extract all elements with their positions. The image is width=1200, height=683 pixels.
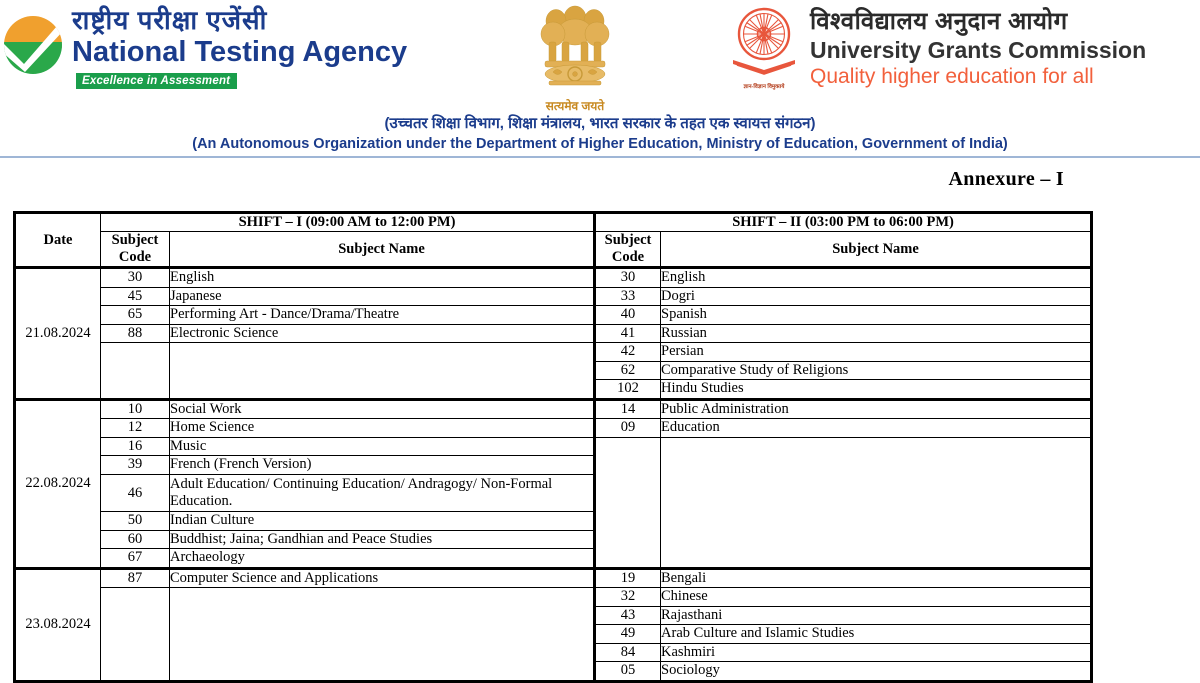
subject-code-shift1: 50 [101, 512, 170, 531]
subject-name-shift1: Buddhist; Jaina; Gandhian and Peace Studies [170, 530, 595, 549]
empty-cell [170, 343, 595, 400]
subject-name-shift2: Arab Culture and Islamic Studies [661, 625, 1092, 644]
table-row [15, 324, 1092, 343]
subject-name-shift1: Archaeology [170, 549, 595, 569]
subject-code-shift2: 05 [595, 662, 661, 682]
subject-name-shift1: Indian Culture [170, 512, 595, 531]
table-head [15, 213, 1092, 268]
subject-name-shift1: Adult Education/ Continuing Education/ Andragogy/ Non-Formal Education. [170, 474, 595, 512]
subject-code-shift2: 62 [595, 361, 661, 380]
table-row [15, 268, 1092, 288]
subject-code-shift2: 42 [595, 343, 661, 362]
subject-code-shift1: 10 [101, 399, 170, 419]
column-header-subject-name-shift1: Subject Name [170, 232, 595, 268]
subject-name-shift1: Japanese [170, 287, 595, 306]
nta-english-name: National Testing Agency [72, 35, 408, 68]
annexure-title: Annexure – I [948, 168, 1064, 190]
subject-code-shift2: 14 [595, 399, 661, 419]
exam-date: 22.08.2024 [15, 399, 101, 568]
ashoka-pillar-emblem [529, 2, 621, 98]
subject-code-shift1: 39 [101, 456, 170, 475]
nta-circle-checkmark-logo [2, 14, 64, 76]
table-body [15, 268, 1092, 682]
empty-cell [170, 588, 595, 682]
column-header-shift-2: SHIFT – II (03:00 PM to 06:00 PM) [595, 213, 1092, 232]
subject-code-shift2: 41 [595, 324, 661, 343]
column-header-subject-code-shift1: Subject Code [101, 232, 170, 268]
empty-cell [101, 343, 170, 400]
subject-code-shift2: 49 [595, 625, 661, 644]
table-header-column-row [15, 232, 1092, 268]
subject-name-shift1: Music [170, 437, 595, 456]
ashoka-chakra-wheel-book-logo [725, 4, 803, 90]
empty-cell [661, 437, 1092, 568]
table-row [15, 568, 1092, 588]
subject-name-shift1: Home Science [170, 419, 595, 438]
subject-code-shift1: 60 [101, 530, 170, 549]
column-header-shift-1: SHIFT – I (09:00 AM to 12:00 PM) [101, 213, 595, 232]
subject-name-shift2: Sociology [661, 662, 1092, 682]
exam-date: 21.08.2024 [15, 268, 101, 400]
organization-subtitle-english: (An Autonomous Organization under the Department of Higher Education, Ministry of Education, Government of India) [192, 135, 1008, 152]
subject-name-shift2: Bengali [661, 568, 1092, 588]
subject-name-shift2: Public Administration [661, 399, 1092, 419]
subject-name-shift2: Education [661, 419, 1092, 438]
subject-name-shift2: Persian [661, 343, 1092, 362]
subject-name-shift2: English [661, 268, 1092, 288]
subject-code-shift2: 09 [595, 419, 661, 438]
subject-code-shift1: 30 [101, 268, 170, 288]
subject-code-shift1: 88 [101, 324, 170, 343]
table-header-shift-row [15, 213, 1092, 232]
subject-name-shift2: Hindu Studies [661, 380, 1092, 400]
subject-code-shift2: 40 [595, 306, 661, 325]
subject-code-shift1: 87 [101, 568, 170, 588]
subject-name-shift2: Rajasthani [661, 606, 1092, 625]
ugc-slogan: Quality higher education for all [810, 65, 1094, 89]
subject-code-shift1: 45 [101, 287, 170, 306]
subject-name-shift2: Russian [661, 324, 1092, 343]
subject-name-shift1: Electronic Science [170, 324, 595, 343]
subject-code-shift2: 43 [595, 606, 661, 625]
subject-code-shift1: 12 [101, 419, 170, 438]
exam-schedule-table [13, 211, 1093, 683]
subject-name-shift2: Chinese [661, 588, 1092, 607]
nta-branding [2, 6, 407, 89]
national-emblem-block [500, 2, 650, 114]
subject-name-shift2: Comparative Study of Religions [661, 361, 1092, 380]
subject-code-shift1: 65 [101, 306, 170, 325]
subject-code-shift2: 32 [595, 588, 661, 607]
emblem-caption: सत्यमेव जयते [545, 99, 605, 113]
subject-code-shift1: 16 [101, 437, 170, 456]
subject-name-shift1: English [170, 268, 595, 288]
table-row [15, 306, 1092, 325]
subject-code-shift1: 67 [101, 549, 170, 569]
subject-code-shift1: 46 [101, 474, 170, 512]
table-row [15, 399, 1092, 419]
column-header-subject-name-shift2: Subject Name [661, 232, 1092, 268]
organization-subtitle-hindi: (उच्चतर शिक्षा विभाग, शिक्षा मंत्रालय, भारत सरकार के तहत एक स्वायत्त संगठन) [384, 115, 816, 132]
empty-cell [595, 437, 661, 568]
table-row [15, 287, 1092, 306]
empty-cell [101, 588, 170, 682]
subject-code-shift2: 33 [595, 287, 661, 306]
subject-code-shift2: 30 [595, 268, 661, 288]
table-row [15, 588, 1092, 607]
subject-name-shift1: Performing Art - Dance/Drama/Theatre [170, 306, 595, 325]
nta-hindi-name: राष्ट्रीय परीक्षा एजेंसी [72, 5, 268, 35]
ugc-english-name: University Grants Commission [810, 36, 1147, 63]
subject-name-shift2: Dogri [661, 287, 1092, 306]
subject-code-shift2: 84 [595, 643, 661, 662]
table-row [15, 419, 1092, 438]
ugc-hindi-name: विश्वविद्यालय अनुदान आयोग [810, 8, 1068, 35]
ugc-branding [725, 4, 1146, 90]
subject-name-shift1: Computer Science and Applications [170, 568, 595, 588]
ugc-logo-caption: ज्ञान-विज्ञान विमुक्तये [743, 84, 785, 90]
document-header [0, 0, 1200, 158]
schedule-table-container [13, 211, 1090, 683]
column-header-date: Date [15, 213, 101, 268]
table-row [15, 437, 1092, 456]
nta-tagline-badge: Excellence in Assessment [76, 73, 237, 89]
subject-name-shift1: Social Work [170, 399, 595, 419]
column-header-subject-code-shift2: Subject Code [595, 232, 661, 268]
subject-name-shift2: Spanish [661, 306, 1092, 325]
header-divider [0, 156, 1200, 158]
subject-code-shift2: 102 [595, 380, 661, 400]
table-row [15, 343, 1092, 362]
subject-name-shift2: Kashmiri [661, 643, 1092, 662]
subject-name-shift1: French (French Version) [170, 456, 595, 475]
subject-code-shift2: 19 [595, 568, 661, 588]
exam-date: 23.08.2024 [15, 568, 101, 681]
organization-subtitle [0, 115, 1200, 153]
